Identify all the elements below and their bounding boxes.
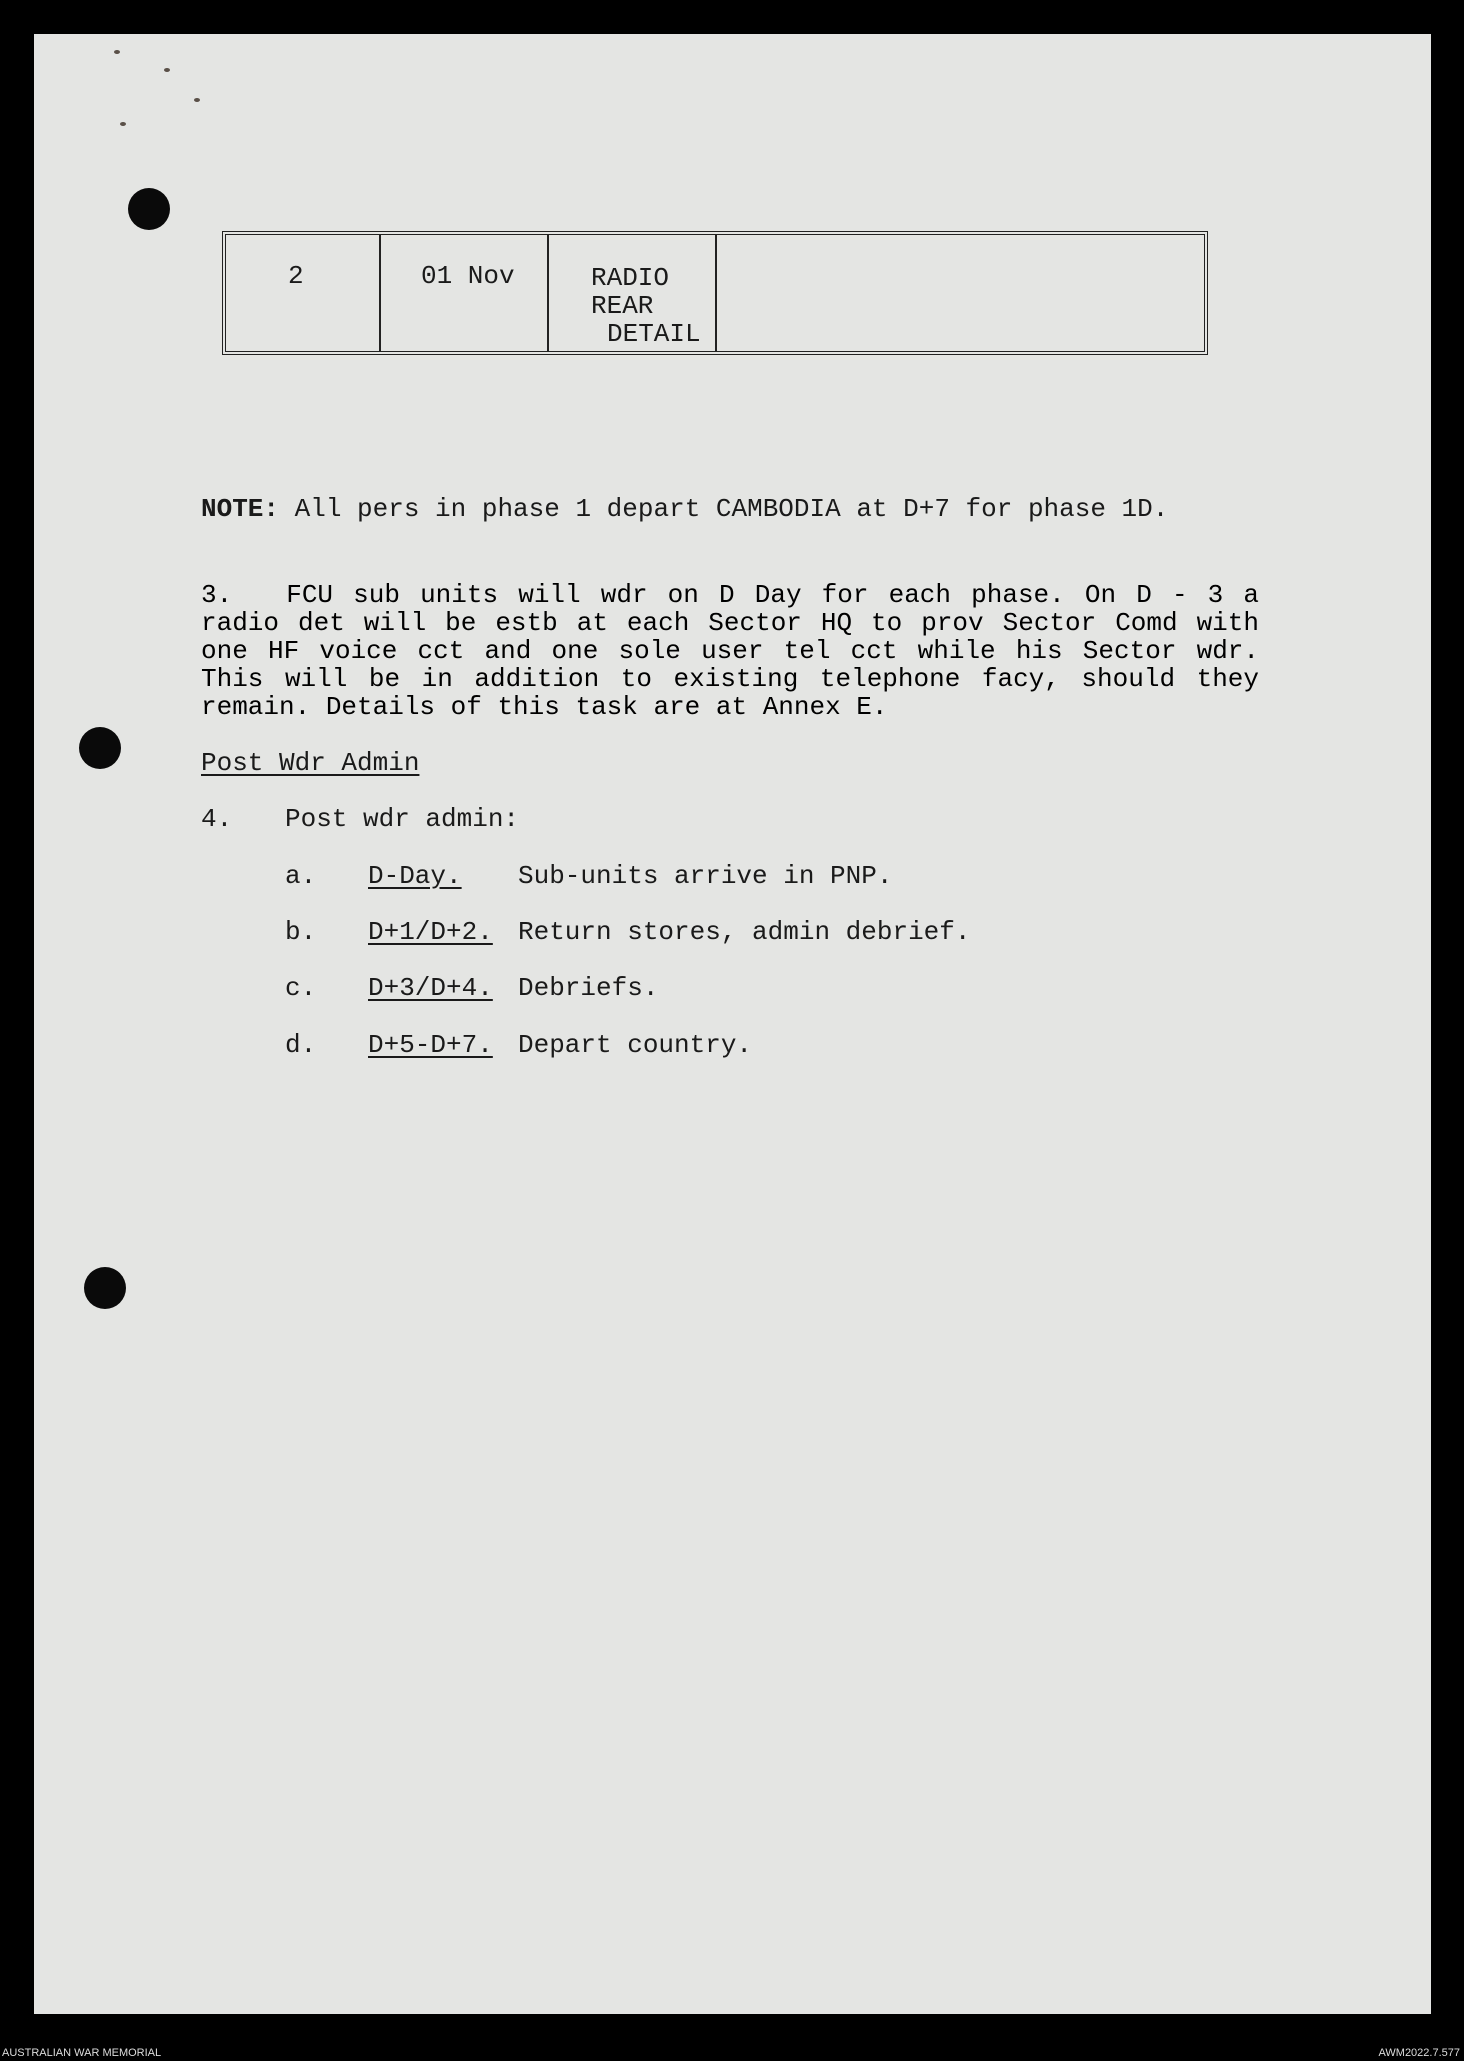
schedule-table bbox=[222, 231, 1208, 355]
paragraph-3 bbox=[201, 581, 1259, 721]
list-item-text: Depart country. bbox=[518, 1030, 753, 1060]
list-item-text: Sub-units arrive in PNP. bbox=[518, 861, 893, 891]
para-text: Post wdr admin: bbox=[285, 804, 520, 834]
section-heading: Post Wdr Admin bbox=[201, 748, 420, 778]
list-item-label: D+5-D+7. bbox=[368, 1030, 493, 1060]
para-number: 4. bbox=[201, 804, 233, 834]
note-label: NOTE: bbox=[201, 494, 280, 524]
serial-text: 2 bbox=[288, 261, 304, 291]
punch-hole bbox=[79, 727, 121, 769]
list-item-letter: a. bbox=[285, 861, 317, 891]
element-line: DETAIL bbox=[607, 319, 701, 349]
list-item-label: D+1/D+2. bbox=[368, 917, 493, 947]
paper-mark bbox=[194, 98, 200, 102]
list-item-letter: b. bbox=[285, 917, 317, 947]
punch-hole bbox=[84, 1267, 126, 1309]
list-item-text: Return stores, admin debrief. bbox=[518, 917, 971, 947]
element-line: REAR bbox=[591, 291, 654, 321]
note-line bbox=[201, 495, 1168, 523]
date-text: 01 Nov bbox=[421, 261, 515, 291]
paper-mark bbox=[114, 50, 120, 54]
paper-mark bbox=[164, 68, 170, 72]
table-cell-remarks bbox=[717, 235, 1204, 351]
para-number: 3. bbox=[201, 580, 233, 610]
list-item-text: Debriefs. bbox=[518, 973, 659, 1003]
footer-right: AWM2022.7.577 bbox=[1378, 2047, 1460, 2059]
list-item-letter: d. bbox=[285, 1030, 317, 1060]
list-item-label: D-Day. bbox=[368, 861, 462, 891]
note-text: All pers in phase 1 depart CAMBODIA at D+7 for phase 1D. bbox=[294, 494, 1169, 524]
table-cell-serial bbox=[226, 235, 381, 351]
paper-mark bbox=[120, 122, 126, 126]
list-item-label: D+3/D+4. bbox=[368, 973, 493, 1003]
para-text: FCU sub units will wdr on D Day for each phase. On D - 3 a radio det will be estb at each Sector HQ to prov Sector Comd with one HF voice cct and one sole user tel cct while his Sector wdr. This will be in addition to existing telephone facy, should they remain. Details of this task are at Annex E. bbox=[201, 580, 1259, 722]
footer-left: AUSTRALIAN WAR MEMORIAL bbox=[2, 2047, 162, 2059]
table-cell-date bbox=[381, 235, 549, 351]
punch-hole bbox=[128, 188, 170, 230]
table-cell-element bbox=[549, 235, 717, 351]
element-line: RADIO bbox=[591, 263, 670, 293]
list-item-letter: c. bbox=[285, 973, 317, 1003]
